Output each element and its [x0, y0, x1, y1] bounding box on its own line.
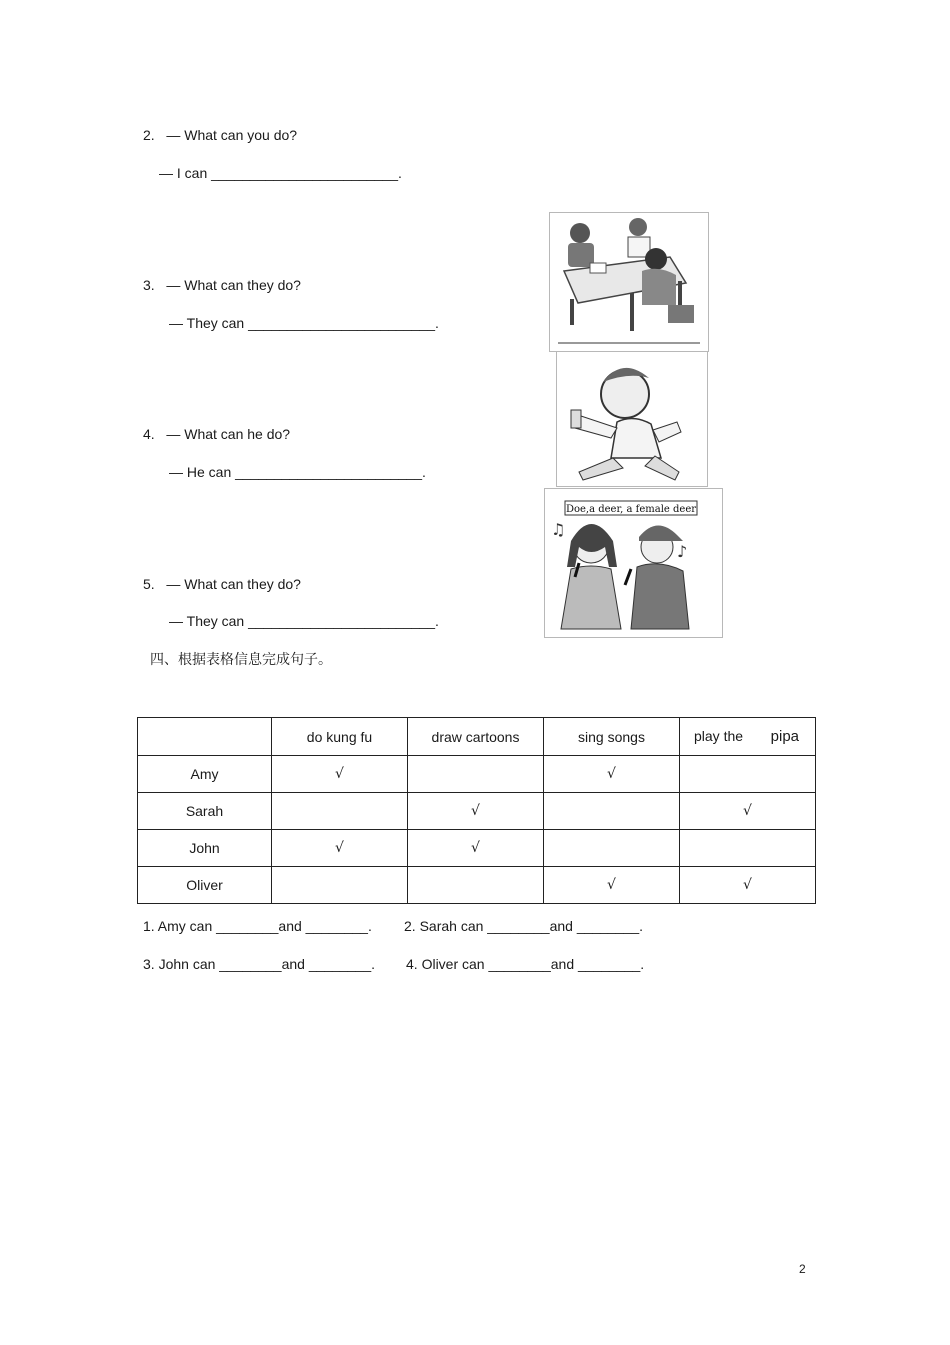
header-empty-cell	[138, 718, 272, 756]
table-cell	[680, 756, 816, 793]
table-cell	[680, 830, 816, 867]
table-cell: √	[680, 867, 816, 904]
question-3: 3. — What can they do?	[143, 277, 301, 293]
table-cell: √	[408, 830, 544, 867]
table-header-row	[138, 718, 816, 756]
table-cell	[544, 830, 680, 867]
svg-text:♪: ♪	[677, 542, 688, 561]
answer-3: — They can ________________________.	[169, 315, 439, 331]
singing-caption: Doe,a deer, a female deer	[565, 504, 697, 515]
table-cell	[272, 793, 408, 830]
table-row	[138, 793, 816, 830]
sentence-3: 3. John can ________and ________.	[143, 956, 375, 972]
table-cell	[408, 756, 544, 793]
header-draw-cartoons: draw cartoons	[408, 718, 544, 756]
table-cell: √	[680, 793, 816, 830]
section-four-heading: 四、根据表格信息完成句子。	[150, 651, 332, 667]
page-number: 2	[799, 1262, 806, 1276]
header-sing-songs: sing songs	[544, 718, 680, 756]
answer-2: — I can ________________________.	[159, 165, 402, 181]
table-cell	[408, 867, 544, 904]
table-row	[138, 867, 816, 904]
table-cell	[272, 867, 408, 904]
table-cell: √	[544, 867, 680, 904]
children-drawing-image	[549, 212, 709, 352]
question-2: 2. — What can you do?	[143, 127, 298, 143]
table-row	[138, 756, 816, 793]
row-name: Amy	[138, 756, 272, 793]
kids-singing-image	[544, 488, 723, 638]
sentence-4: 4. Oliver can ________and ________.	[406, 956, 645, 972]
question-5: 5. — What can they do?	[143, 576, 301, 592]
sentence-1: 1. Amy can ________and ________.	[143, 918, 372, 934]
header-do-kung-fu: do kung fu	[272, 718, 408, 756]
svg-text:♫: ♫	[551, 520, 566, 539]
row-name: Sarah	[138, 793, 272, 830]
row-name: John	[138, 830, 272, 867]
table-cell: √	[544, 756, 680, 793]
ability-table	[137, 717, 816, 904]
answer-4: — He can ________________________.	[169, 464, 426, 480]
question-4: 4. — What can he do?	[143, 426, 291, 442]
table-row	[138, 830, 816, 867]
header-play-the-pipa	[680, 718, 816, 756]
boy-kung-fu-image	[556, 351, 708, 487]
sentence-2: 2. Sarah can ________and ________.	[404, 918, 643, 934]
table-cell: √	[272, 756, 408, 793]
table-cell: √	[272, 830, 408, 867]
answer-5: — They can ________________________.	[169, 613, 439, 629]
header-pipa-label: pipa	[770, 728, 799, 745]
table-cell	[544, 793, 680, 830]
header-play-the-label: play the	[694, 728, 744, 744]
row-name: Oliver	[138, 867, 272, 904]
table-cell: √	[408, 793, 544, 830]
